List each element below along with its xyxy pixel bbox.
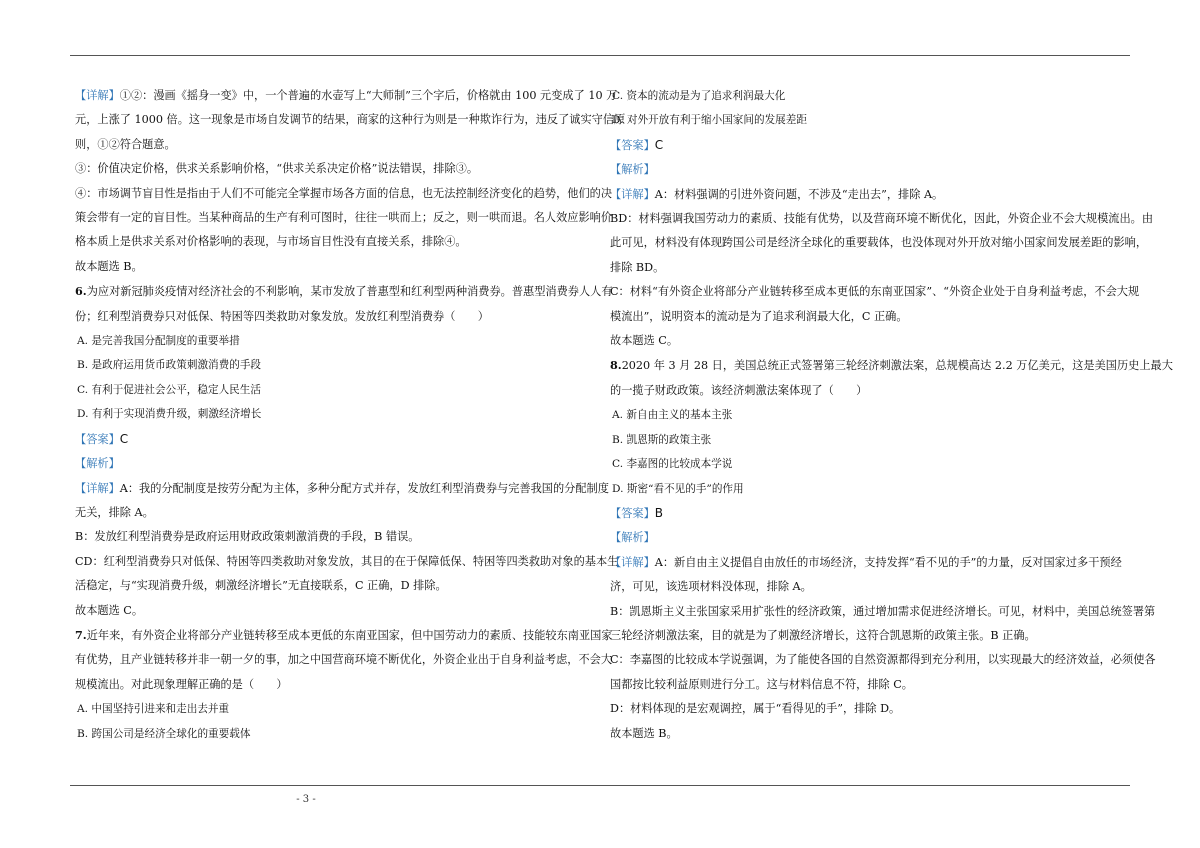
line-text: 策会带有一定的盲目性。当某种商品的生产有利可图时，往往一哄而上；反之，则一哄而退。名人效应影响价: [75, 211, 613, 225]
text-line: [610, 673, 1132, 697]
text-line: [75, 525, 595, 549]
option-line: [75, 353, 595, 377]
line-text: 份；红利型消费券只对低保、特困等四类救助对象发放。发放红利型消费券（ ）: [75, 309, 489, 323]
text-line: [610, 231, 1148, 255]
line-text: C. 李嘉图的比较成本学说: [612, 458, 733, 471]
text-line: [610, 600, 1156, 624]
section-tag: 【详解】: [75, 89, 120, 102]
line-text: ①②：漫画《摇身一变》中，一个普遍的水壶写上“大师制”三个字后，价格就由 100 元变成了 10 万: [119, 89, 618, 102]
option-line: [610, 84, 1132, 108]
text-line: [75, 133, 595, 157]
line-text: C：李嘉图的比较成本学说强调，为了能使各国的自然资源都得到充分利用，以实现最大的经济效益，必须使各: [610, 653, 1156, 667]
line-text: 故本题选 C。: [75, 603, 144, 617]
answer-line: [75, 427, 595, 452]
question-number: 8.: [610, 358, 622, 373]
left-column: [75, 84, 626, 746]
option-line: [75, 329, 595, 353]
line-text: 近年来，有外资企业将部分产业链转移至成本更低的东南亚国家，但中国劳动力的素质、技能较东南亚国家: [86, 628, 613, 642]
text-line: [75, 477, 609, 501]
text-line: [610, 353, 1173, 378]
text-line: [75, 255, 595, 279]
line-text: 故本题选 B。: [610, 726, 678, 740]
line-text: 济，可见，该选项材料没体现，排除 A。: [610, 580, 812, 594]
text-line: [75, 182, 613, 206]
line-text: A. 中国坚持引进来和走出去并重: [77, 703, 230, 716]
option-line: [75, 697, 595, 721]
text-line: [75, 206, 613, 230]
answer-value: C: [119, 431, 129, 446]
text-line: [610, 697, 1132, 721]
text-line: [75, 648, 613, 672]
line-text: ③：价值决定价格，供求关系影响价格，“供求关系决定价格”说法错误，排除③。: [75, 162, 479, 176]
question-number: 6.: [75, 284, 87, 299]
line-text: 无关，排除 A。: [75, 505, 154, 519]
text-line: [75, 623, 613, 648]
line-text: C. 有利于促进社会公平，稳定人民生活: [77, 383, 261, 396]
line-text: 2020 年 3 月 28 日，美国总统正式签署第三轮经济刺激法案，总规模高达 2.2 万亿美元，这是美国历史上最大: [621, 359, 1173, 373]
line-text: A：我的分配制度是按劳分配为主体，多种分配方式并存，发放红利型消费券与完善我国的分配制度: [119, 481, 609, 495]
text-line: [610, 280, 1140, 304]
line-text: B：凯恩斯主义主张国家采用扩张性的经济政策，通过增加需求促进经济增长。可见，材料中，美国总统签署第: [610, 604, 1156, 618]
line-text: 三轮经济刺激法案，目的就是为了刺激经济增长，这符合凯恩斯的政策主张。B 正确。: [610, 628, 1036, 642]
option-line: [610, 108, 1132, 132]
line-text: 元，上涨了 1000 倍。这一现象是市场自发调节的结果，商家的这种行为则是一种欺诈行为，违反了诚实守信原: [75, 113, 626, 127]
text-line: [610, 551, 1132, 575]
line-text: ④：市场调节盲目性是指由于人们不可能完全掌握市场各方面的信息，也无法控制经济变化的趋势，他们的决: [75, 186, 613, 200]
text-line: [75, 305, 595, 329]
line-text: D. 斯密“看不见的手”的作用: [612, 482, 744, 495]
option-line: [75, 722, 595, 746]
line-text: C：材料“有外资企业将部分产业链转移至成本更低的东南亚国家”、“外资企业处于自身利益考虑，不会大规: [610, 285, 1140, 299]
text-line: [75, 108, 626, 132]
line-text: CD：红利型消费券只对低保、特困等四类救助对象发放，其目的在于保障低保、特困等四类救助对象的基本生: [75, 554, 619, 568]
line-text: A：新自由主义提倡自由放任的市场经济，支持发挥“看不见的手”的力量，反对国家过多干预经: [654, 555, 1122, 569]
answer-line: [610, 501, 1132, 526]
line-text: 格本质上是供求关系对价格影响的表现，与市场盲目性没有直接关系，排除④。: [75, 235, 467, 249]
section-tag: 【解析】: [610, 531, 655, 545]
answer-line: [610, 133, 1132, 158]
line-text: 故本题选 C。: [610, 334, 679, 348]
text-line: [610, 575, 1132, 599]
section-tag: 【答案】: [75, 432, 120, 446]
line-text: BD：材料强调我国劳动力的素质、技能有优势，以及营商环境不断优化，因此，外资企业不会大规模流出。由: [610, 212, 1154, 226]
line-text: B. 是政府运用货币政策刺激消费的手段: [77, 359, 262, 372]
line-text: 规模流出。对此现象理解正确的是（ ）: [75, 677, 288, 691]
text-line: [610, 207, 1154, 231]
text-line: [610, 329, 1132, 353]
text-line: [610, 648, 1156, 672]
text-line: [75, 574, 595, 598]
line-text: D. 对外开放有利于缩小国家间的发展差距: [612, 114, 807, 127]
answer-value: B: [654, 505, 663, 520]
line-text: A. 新自由主义的基本主张: [612, 409, 733, 422]
line-text: 有优势，且产业链转移并非一朝一夕的事，加之中国营商环境不断优化，外资企业出于自身利益考虑，不会大: [75, 653, 613, 667]
text-line: [75, 599, 595, 623]
line-text: A. 是完善我国分配制度的重要举措: [77, 335, 240, 348]
question-number: 7.: [75, 627, 87, 642]
section-tag: 【解析】: [75, 457, 120, 471]
line-text: 的一揽子财政政策。该经济刺激法案体现了（ ）: [610, 383, 868, 397]
text-line: [75, 501, 595, 525]
text-line: [75, 550, 619, 574]
line-text: A：材料强调的引进外资问题，不涉及“走出去”，排除 A。: [654, 187, 944, 201]
page-number: - 3 -: [296, 794, 316, 805]
header-rule: [70, 55, 1130, 56]
text-line: [75, 230, 595, 254]
option-line: [610, 403, 1132, 427]
line-text: 排除 BD。: [610, 260, 665, 274]
text-line: [610, 722, 1132, 746]
line-text: C. 资本的流动是为了追求利润最大化: [612, 90, 786, 102]
footer-rule: [70, 785, 1130, 786]
line-text: 此可见，材料没有体现跨国公司是经济全球化的重要载体，也没体现对外开放对缩小国家间发展差距的影响，: [610, 236, 1148, 250]
line-text: 活稳定，与“实现消费升级，刺激经济增长”无直接联系，C 正确，D 排除。: [75, 579, 447, 593]
text-line: [610, 305, 1132, 329]
text-line: [610, 526, 1132, 550]
option-line: [610, 428, 1132, 452]
text-line: [610, 379, 1132, 403]
line-text: D. 有利于实现消费升级，刺激经济增长: [77, 408, 262, 421]
right-column: [610, 84, 1173, 746]
option-line: [610, 452, 1132, 476]
option-line: [75, 402, 595, 426]
section-tag: 【答案】: [610, 138, 655, 152]
text-line: [610, 624, 1132, 648]
section-tag: 【详解】: [610, 555, 655, 569]
section-tag: 【详解】: [610, 187, 655, 201]
section-tag: 【解析】: [610, 163, 655, 177]
line-text: 为应对新冠肺炎疫情对经济社会的不利影响，某市发放了普惠型和红利型两种消费券。普惠型消费券人人有: [86, 285, 613, 299]
answer-value: C: [654, 137, 664, 152]
text-line: [75, 84, 618, 108]
option-line: [75, 378, 595, 402]
text-line: [75, 673, 595, 697]
section-tag: 【详解】: [75, 481, 120, 495]
line-text: 模流出”，说明资本的流动是为了追求利润最大化，C 正确。: [610, 309, 908, 323]
text-line: [75, 452, 595, 476]
line-text: B. 凯恩斯的政策主张: [612, 433, 712, 446]
text-line: [75, 279, 613, 304]
line-text: 国都按比较利益原则进行分工。这与材料信息不符，排除 C。: [610, 677, 913, 691]
line-text: 则，①②符合题意。: [75, 137, 176, 151]
option-line: [610, 477, 1132, 501]
section-tag: 【答案】: [610, 506, 655, 520]
line-text: D：材料体现的是宏观调控，属于“看得见的手”，排除 D。: [610, 702, 901, 716]
text-line: [610, 158, 1132, 182]
text-line: [610, 183, 1132, 207]
text-line: [610, 256, 1132, 280]
line-text: B：发放红利型消费券是政府运用财政政策刺激消费的手段，B 错误。: [75, 530, 420, 544]
line-text: 故本题选 B。: [75, 259, 143, 273]
line-text: B. 跨国公司是经济全球化的重要载体: [77, 727, 251, 740]
text-line: [75, 157, 595, 181]
